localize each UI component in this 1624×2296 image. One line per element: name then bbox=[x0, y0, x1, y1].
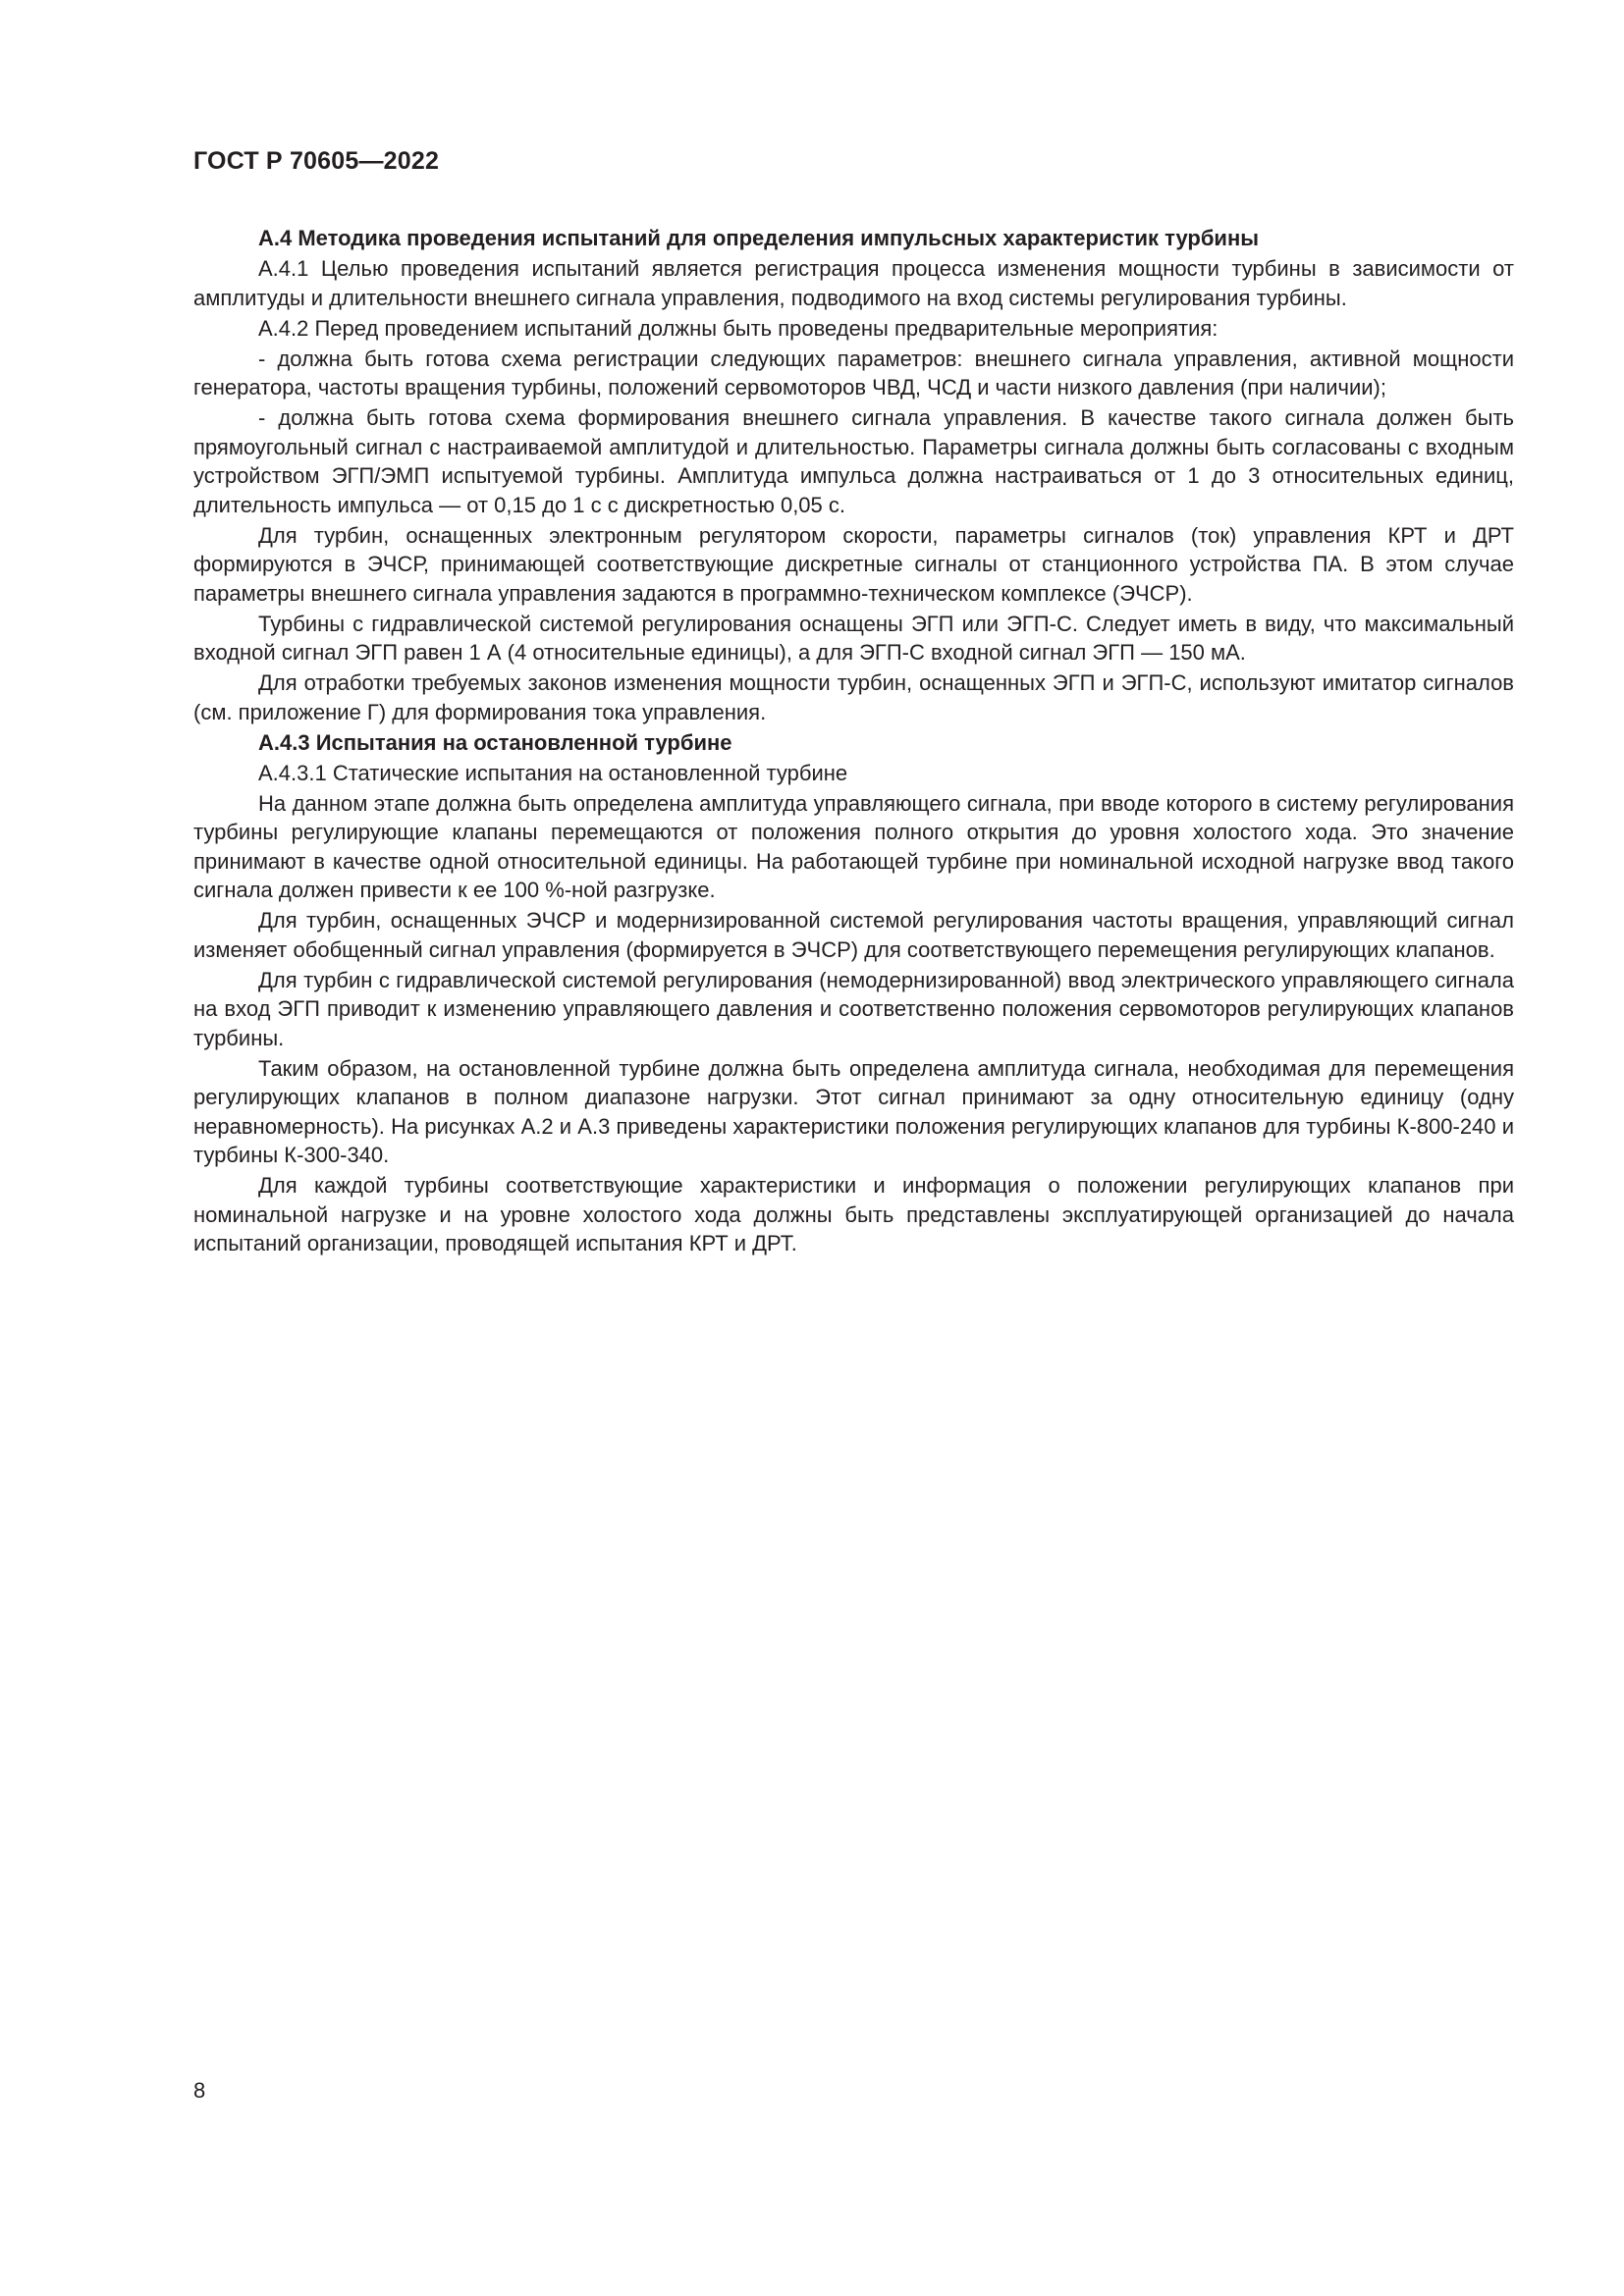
subsection-heading-a4-3: А.4.3 Испытания на остановленной турбине bbox=[258, 729, 732, 755]
paragraph-a4-2: А.4.2 Перед проведением испытаний должны быть проведены предварительные мероприятия: bbox=[258, 315, 1218, 341]
paragraph-echsr-turbines: Для турбин, оснащенных ЭЧСР и модернизированной системой регулирования частоты вращения, управляющий сигнал изменяет обобщенный сигнал управления (формируется в ЭЧСР) для соответствующего перемещения регулирующих клапанов. bbox=[193, 908, 1514, 962]
paragraph-operator-data: Для каждой турбины соответствующие характеристики и информация о положении регулирующих клапанов при номинальной нагрузке и на уровне холостого хода должны быть представлены эксплуатирующей организацией до начала испытаний организации, проводящей испытания КРТ и ДРТ. bbox=[193, 1173, 1514, 1255]
document-id-header: ГОСТ Р 70605—2022 bbox=[193, 147, 440, 175]
list-item-registration-scheme: - должна быть готова схема регистрации следующих параметров: внешнего сигнала управления, активной мощности генератора, частоты вращения турбины, положений сервомоторов ЧВД, ЧСД и части низкого давления (при наличии); bbox=[193, 346, 1514, 400]
section-heading-a4: А.4 Методика проведения испытаний для определения импульсных характеристик турбины bbox=[258, 226, 1260, 250]
paragraph-a4-1: А.4.1 Целью проведения испытаний является регистрация процесса изменения мощности турбины в зависимости от амплитуды и длительности внешнего сигнала управления, подводимого на вход системы регулирования турбины. bbox=[193, 256, 1514, 310]
paragraph-amplitude-definition: На данном этапе должна быть определена амплитуда управляющего сигнала, при вводе которого в систему регулирования турбины регулирующие клапаны перемещаются от положения полного открытия до уровня холостого хода. Это значение принимают в качестве одной относительной единицы. На работающей турбине при номинальной исходной нагрузке ввод такого сигнала должен привести к ее 100 %-ной разгрузке. bbox=[193, 790, 1514, 902]
document-body bbox=[193, 224, 1514, 1259]
paragraph-hydraulic-system: Турбины с гидравлической системой регулирования оснащены ЭГП или ЭГП-С. Следует иметь в виду, что максимальный входной сигнал ЭГП равен 1 А (4 относительные единицы), а для ЭГП-С входной сигнал ЭГП — 150 мА. bbox=[193, 611, 1514, 665]
subsubsection-title-a4-3-1: А.4.3.1 Статические испытания на остановленной турбине bbox=[258, 760, 848, 785]
list-item-signal-scheme: - должна быть готова схема формирования внешнего сигнала управления. В качестве такого сигнала должен быть прямоугольный сигнал с настраиваемой амплитудой и длительностью. Параметры сигнала должны быть согласованы с входным устройством ЭГП/ЭМП испытуемой турбины. Амплитуда импульса должна настраиваться от 1 до 3 относительных единиц, длительность импульса — от 0,15 до 1 с с дискретностью 0,05 с. bbox=[193, 405, 1514, 517]
paragraph-signal-simulator: Для отработки требуемых законов изменения мощности турбин, оснащенных ЭГП и ЭГП-С, используют имитатор сигналов (см. приложение Г) для формирования тока управления. bbox=[193, 670, 1514, 724]
paragraph-hydraulic-egp: Для турбин с гидравлической системой регулирования (немодернизированной) ввод электрического управляющего сигнала на вход ЭГП приводит к изменению управляющего давления и соответственно положения сервомоторов регулирующих клапанов турбины. bbox=[193, 967, 1514, 1050]
paragraph-electronic-regulator: Для турбин, оснащенных электронным регулятором скорости, параметры сигналов (ток) управления КРТ и ДРТ формируются в ЭЧСР, принимающей соответствующие дискретные сигналы от станционного устройства ПА. В этом случае параметры внешнего сигнала управления задаются в программно-техническом комплексе (ЭЧСР). bbox=[193, 522, 1514, 606]
page-number: 8 bbox=[193, 2078, 206, 2103]
paragraph-figures-reference: Таким образом, на остановленной турбине должна быть определена амплитуда сигнала, необходимая для перемещения регулирующих клапанов в полном диапазоне нагрузки. Этот сигнал принимают за одну относительную единицу (одну неравномерность). На рисунках А.2 и А.3 приведены характеристики положения регулирующих клапанов для турбины К-800-240 и турбины К-300-340. bbox=[193, 1055, 1514, 1167]
